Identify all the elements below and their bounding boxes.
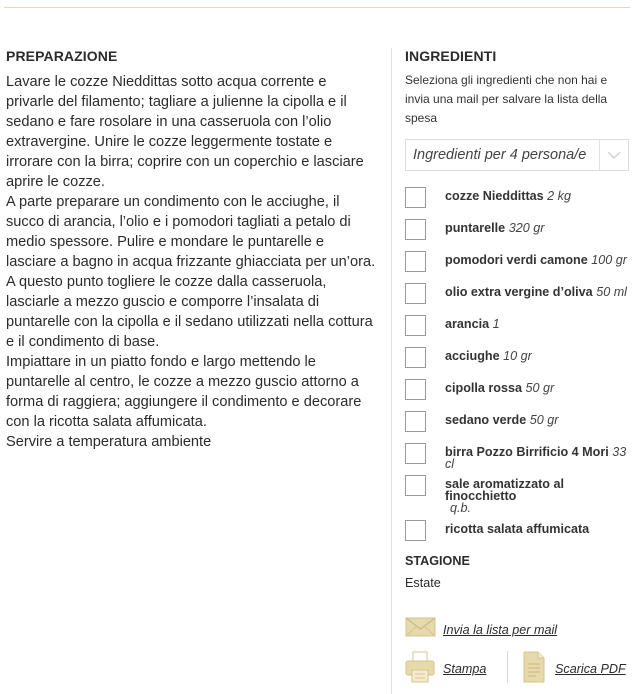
season-title: STAGIONE	[405, 554, 470, 568]
servings-select[interactable]	[405, 139, 629, 171]
ingredient-quantity: 100 gr	[591, 253, 627, 267]
ingredient-checkbox[interactable]	[405, 411, 426, 432]
ingredient-checkbox[interactable]	[405, 347, 426, 368]
ingredient-checkbox[interactable]	[405, 187, 426, 208]
ingredient-checkbox[interactable]	[405, 443, 426, 464]
envelope-icon	[405, 617, 437, 642]
ingredient-quantity: q.b.	[450, 501, 472, 515]
ingredient-name: acciughe	[445, 349, 500, 363]
ingredient-text	[445, 254, 630, 266]
ingredient-name: ricotta salata affumicata	[445, 522, 590, 536]
ingredient-name: olio extra vergine d’oliva	[445, 285, 593, 299]
ingredients-title: INGREDIENTI	[405, 48, 497, 64]
column-divider	[391, 48, 392, 694]
ingredient-checkbox[interactable]	[405, 219, 426, 240]
ingredient-text	[445, 286, 630, 298]
ingredient-name: birra Pozzo Birrificio 4 Mori	[445, 445, 609, 459]
top-divider	[4, 7, 630, 8]
ingredient-name: arancia	[445, 317, 490, 331]
ingredient-text	[445, 446, 630, 470]
preparation-section	[6, 48, 376, 452]
print-link[interactable]: Stampa	[443, 662, 487, 676]
ingredient-quantity: 50 gr	[529, 413, 559, 427]
ingredient-name: cozze Nieddittas	[445, 189, 544, 203]
print-actions	[405, 651, 631, 687]
ingredient-text	[445, 190, 630, 202]
ingredient-checkbox[interactable]	[405, 520, 426, 541]
ingredients-section	[405, 48, 630, 676]
ingredients-description: Seleziona gli ingredienti che non hai e invia una mail per salvare la lista della spesa	[405, 73, 608, 125]
pdf-document-icon[interactable]	[523, 651, 545, 688]
ingredient-name: puntarelle	[445, 221, 506, 235]
ingredient-quantity: 33 cl	[445, 445, 627, 471]
ingredient-text	[445, 350, 630, 362]
actions-divider	[507, 651, 508, 683]
printer-icon[interactable]	[405, 651, 435, 688]
ingredient-checkbox[interactable]	[405, 251, 426, 272]
ingredient-quantity: 50 ml	[596, 285, 627, 299]
send-list-mail[interactable]	[405, 617, 557, 642]
ingredient-name: pomodori verdi camone	[445, 253, 588, 267]
ingredient-text	[445, 414, 630, 426]
send-list-mail-link[interactable]: Invia la lista per mail	[443, 622, 558, 637]
ingredient-text	[445, 523, 630, 535]
ingredient-checkbox[interactable]	[405, 379, 426, 400]
ingredient-quantity: 1	[492, 317, 500, 331]
preparation-title: PREPARAZIONE	[6, 48, 118, 64]
ingredient-name: sale aromatizzato al finocchietto	[445, 477, 564, 503]
ingredient-checkbox[interactable]	[405, 475, 426, 496]
ingredient-name: cipolla rossa	[445, 381, 522, 395]
ingredient-checkbox[interactable]	[405, 315, 426, 336]
preparation-text: Lavare le cozze Nieddittas sotto acqua corrente e privarle del filamento; tagliare a julienne la cipolla e il sedano e fare rosolare in una casseruola con l’olio extravergine. Unire le cozze leggermente tostate e irrorare con la birra; coprire con un coperchio e lasciare aprire le cozze. A parte preparare un condimento con le acciughe, il succo di arancia, l’olio e i pomodori tagliati a petalo di medio spessore. Pulire e mondare le puntarelle e lasciare a bagno in acqua frizzante ghiacciata per un’ora. A questo punto togliere le cozze dalla casseruola, lasciarle a mezzo guscio e comporre l’insalata di puntarelle con la cipolla e il sedano utilizzati nella cottura e il condimento di base. Impiattare in un piatto fondo e largo mettendo le puntarelle al centro, le cozze a mezzo guscio attorno a forma di raggiera; aggiungere il condimento e decorare con la ricotta salata affumicata. Servire a temperatura ambiente	[6, 74, 376, 450]
pdf-download-link[interactable]: Scarica PDF	[555, 662, 626, 676]
ingredient-text	[445, 222, 630, 234]
ingredient-checkbox[interactable]	[405, 283, 426, 304]
servings-select-value: Ingredienti per 4 persona/e	[413, 147, 587, 163]
ingredient-name: sedano verde	[445, 413, 527, 427]
ingredient-quantity: 50 gr	[525, 381, 555, 395]
ingredient-text	[445, 478, 630, 514]
ingredient-quantity: 10 gr	[503, 349, 532, 363]
ingredient-quantity: 320 gr	[508, 221, 545, 235]
season-value: Estate	[405, 576, 441, 590]
ingredient-text	[445, 382, 630, 394]
ingredient-text	[445, 318, 630, 330]
chevron-down-icon[interactable]	[599, 140, 628, 170]
ingredient-quantity: 2 kg	[547, 189, 571, 203]
